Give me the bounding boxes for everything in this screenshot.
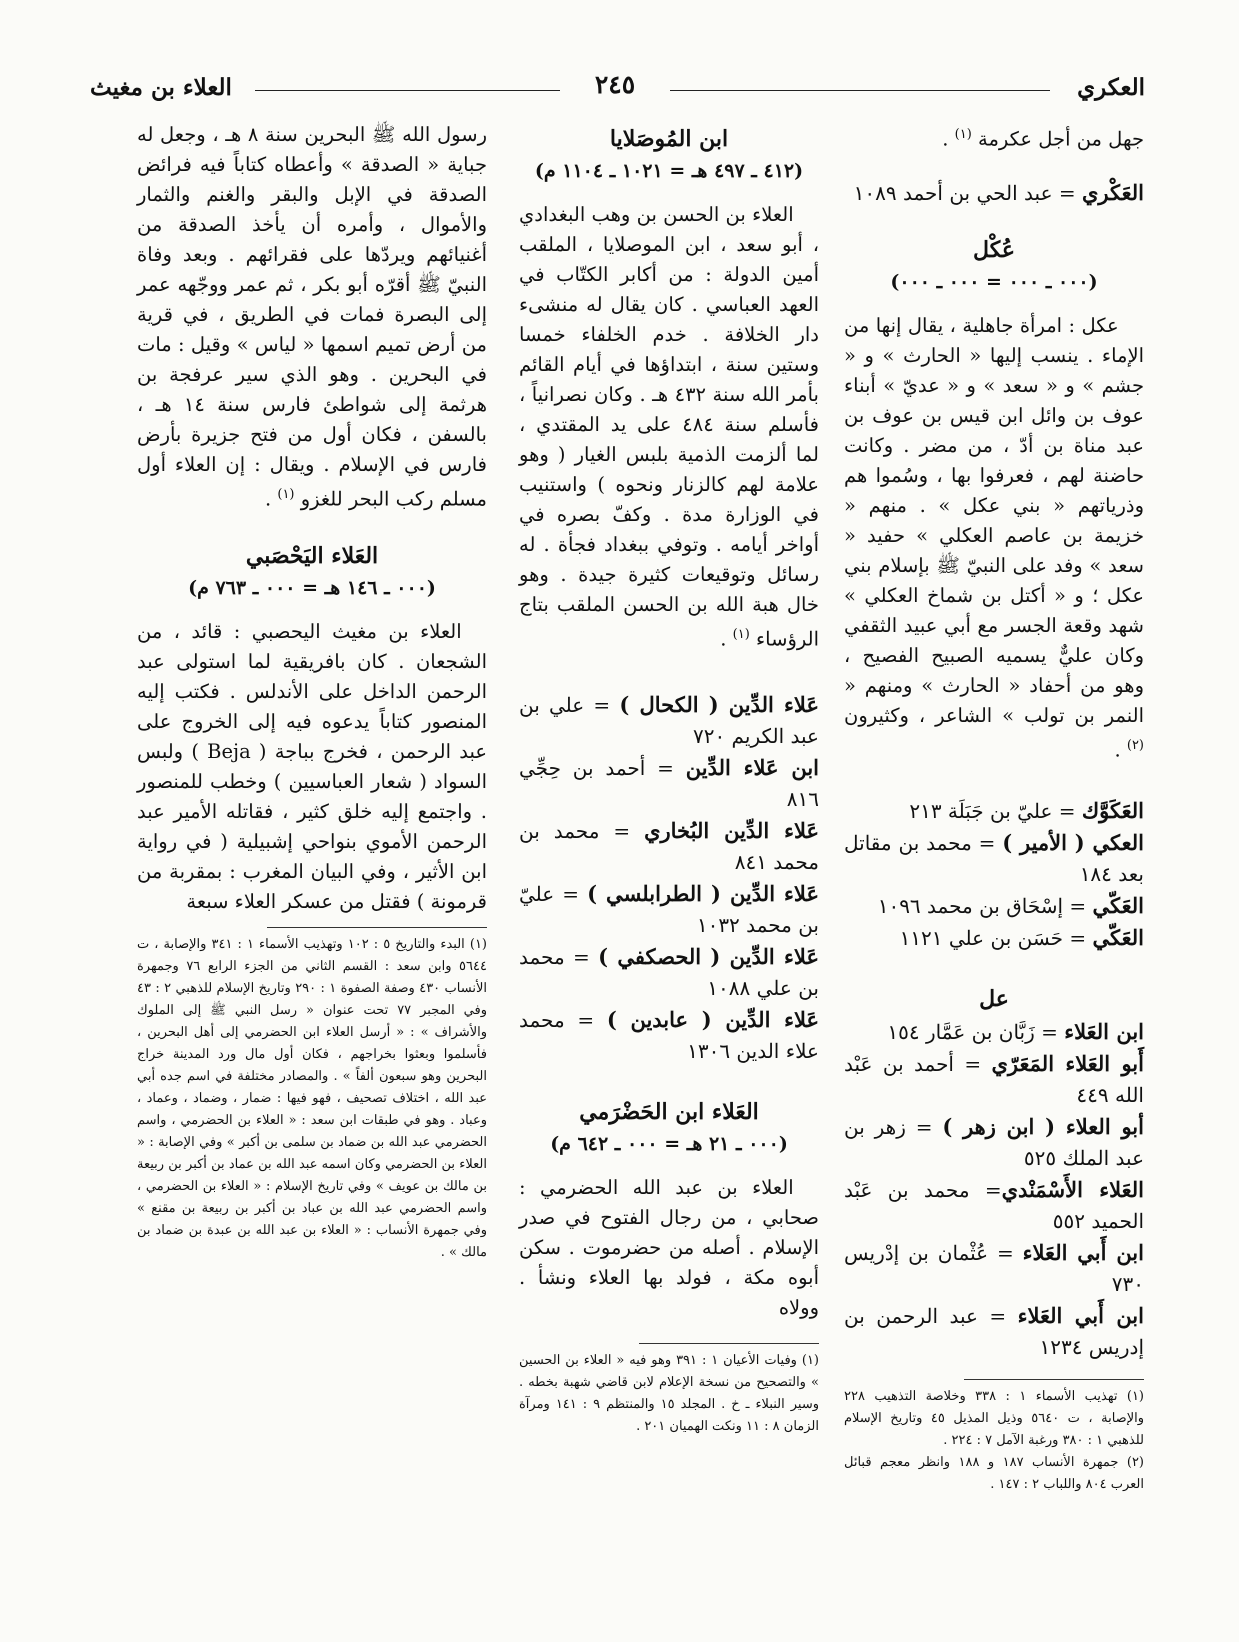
footnote: (١) وفيات الأعيان ١ : ٣٩١ وهو فيه « العلاء بن الحسين » والتصحيح من نسخة الإعلام لابن قاضي شهبة بخطه . وسير النبلاء ـ خ . المجلد ١٥ والمنتظم ٩ : ١٤١ ومرآة الزمان ٨ : ١١ ونكت الهميان ٢٠١ .	[519, 1352, 819, 1434]
continuation-text: جهل من أجل عكرمة $^{(١)}$ .	[942, 127, 1144, 151]
cross-reference: عَلاء الدِّين ( الطرابلسي ) = عليّ بن محمد ١٠٣٢	[519, 880, 819, 937]
entry-dates: (٠٠٠ ـ ٢١ هـ = ٠٠٠ ـ ٦٤٢ م)	[550, 1132, 788, 1155]
cross-reference-list	[844, 1016, 1144, 1363]
entry-body: العلاء بن مغيث اليحصبي : قائد ، من الشجعان . كان بافريقية لما استولى عبد الرحمن الداخل على الأندلس . فكتب إليه المنصور كتاباً يدعوه فيه إلى الخروج على عبد الرحمن ، فخرج بباجة ( Beja ) ولبس السواد ( شعار العباسيين ) وخطب للمنصور . واجتمع إليه خلق كثير ، فقاتله الأمير عبد الرحمن الأموي بنواحي إشبيلية ( في رواية ابن الأثير ، وفي البيان المغرب : بمقربة من قرمونة ) فقتل من عسكر العلاء سبعة	[137, 619, 487, 913]
column-left	[137, 120, 487, 1264]
column-right	[844, 120, 1144, 1496]
cross-reference: ابن أَبي العَلاء = عُثْمان بن إدْريس ٧٣٠	[844, 1240, 1144, 1296]
header-right-keyword: العكري	[1077, 74, 1145, 101]
footnote-rule	[639, 1343, 819, 1344]
header-left-keyword: العلاء بن مغيث	[90, 74, 232, 101]
column-middle	[519, 120, 819, 1438]
entry-dates: (٤١٢ ـ ٤٩٧ هـ = ١٠٢١ ـ ١١٠٤ م)	[534, 160, 804, 182]
cross-reference-list	[519, 689, 819, 1067]
continuation-text: رسول الله ﷺ البحرين سنة ٨ هـ ، وجعل له جباية « الصدقة » وأعطاه كتاباً فيه فرائض الصدقة في الإبل والبقر والغنم والثمار والأموال ، وأمره أن يأخذ الصدقة من أغنيائهم ويردّها على فقرائهم . وبعد وفاة النبيّ ﷺ أقرّه أبو بكر ، ثم عمر ووجّهه عمر إلى البصرة فمات في الطريق ، في قرية من أرض تميم اسمها « لياس » وقيل : مات في البحرين . وهو الذي سير عرفجة بن هرثمة إلى شواطئ فارس سنة ١٤ هـ ، بالسفن ، فكان أول من فتح جزيرة بأرض فارس في الإسلام . ويقال : إن العلاء أول مسلم ركب البحر للغزو $^{(١)}$ .	[137, 123, 488, 511]
footnotes	[137, 934, 487, 1264]
cross-reference: العَلاء الأَسْمَنْدي= محمد بن عَبْد الحميد ٥٥٢	[844, 1177, 1144, 1233]
entry-body: عكل : امرأة جاهلية ، يقال إنها من الإماء . ينسب إليها « الحارث » و « جشم » و « سعد » و « عديّ » أبناء عوف بن وائل ابن قيس بن عوف بن عبد مناة بن أدّ ، من مضر . وكانت حاضنة لهم ، فعرفوا بها ، وسُموا هم وذرياتهم « بني عكل » . منهم « خزيمة بن عاصم العكلي » حفيد « سعد » وفد على النبيّ ﷺ بإسلام بني عكل ؛ و « أكتل بن شماخ العكلي » شهد وقعة الجسر مع أبي عبيد الثقفي وكان عليٌّ يسميه الصبيح الفصيح ، وهو من أحفاد « الحارث » ومنهم « النمر بن تولب » الشاعر ، وكثيرون $^{(٢)}$ .	[844, 313, 1144, 761]
entry-title: ابن المُوصَلايا	[609, 126, 729, 152]
entry-title: العَلاء ابن الحَضْرَمي	[579, 1098, 759, 1125]
cross-reference: ابن العَلاء = زَبَّان بن عَمَّار ١٥٤	[887, 1019, 1144, 1044]
cross-reference: أبو العلاء ( ابن زهر ) = زهر بن عبد الملك ٥٢٥	[844, 1114, 1144, 1170]
footnote-rule	[964, 1379, 1144, 1380]
cross-reference: العَكَوَّك = عليّ بن جَبَلَة ٢١٣	[909, 798, 1144, 823]
cross-reference: العكي ( الأمير ) = محمد بن مقاتل بعد ١٨٤	[844, 830, 1144, 886]
cross-reference: العَكّي = حَسَن بن علي ١١٢١	[899, 925, 1144, 950]
entry-title: عُكْل	[973, 236, 1015, 263]
footnote: (١) البدء والتاريخ ٥ : ١٠٢ وتهذيب الأسماء ١ : ٣٤١ والإصابة ، ت ٥٦٤٤ وابن سعد : القسم الثاني من الجزء الرابع ٧٦ وجمهرة الأنساب ٤٣٠ وصفة الصفوة ١ : ٢٩٠ وتاريخ الإسلام للذهبي ٢ : ٤٣ وفي المجبر ٧٧ تحت عنوان « رسل النبي ﷺ إلى الملوك والأشراف » : « أرسل العلاء ابن الحضرمي إلى أهل البحرين ، فأسلموا وبعثوا بخراجهم ، فكان أول مال ورد المدينة خراج البحرين وهو سبعون ألفاً » . والمصادر مختلفة في اسم جده أبي عبد الله ، اختلاف تصحيف ، فهو فيها : ضمار ، وضماد ، وعماد ، وعباد . وهو في طبقات ابن سعد : « العلاء بن الحضرمي ، واسم الحضرمي عبد الله بن ضماد بن سلمى بن أكبر » وفي الإصابة : « العلاء بن الحضرمي وكان اسمه عبد الله بن عماد بن أكبر بن ربيعة بن مالك بن عويف » وفي تاريخ الإسلام : « العلاء بن الحضرمي ، واسم الحضرمي عبد الله بن عباد بن أكبر بن ربيعة بن مقنع » وفي جمهرة الأنساب : « العلاء بن عبد الله بن عبدة بن ضماد بن مالك » .	[137, 936, 488, 1260]
entry-body: العلاء بن عبد الله الحضرمي : صحابي ، من رجال الفتوح في صدر الإسلام . أصله من حضرموت . سكن أبوه مكة ، فولد بها العلاء ونشأ . وولاه	[519, 1175, 819, 1319]
section-heading: عل	[979, 986, 1009, 1012]
cross-reference: عَلاء الدِّين ( الكحال ) = علي بن عبد الكريم ٧٢٠	[519, 691, 819, 748]
footnotes	[519, 1350, 819, 1438]
cross-reference: العَكّي = إسْحَاق بن محمد ١٠٩٦	[877, 893, 1144, 918]
footnotes	[844, 1386, 1144, 1496]
cross-reference: ابن أَبي العَلاء = عبد الرحمن بن إدريس ١٢٣٤	[844, 1303, 1144, 1359]
cross-reference: عَلاء الدِّين ( الحصكفي ) = محمد بن علي ١٠٨٨	[519, 943, 819, 1000]
cross-reference: عَلاء الدِّين ( عابدين ) = محمد علاء الدين ١٣٠٦	[519, 1006, 820, 1063]
footnote: (٢) جمهرة الأنساب ١٨٧ و ١٨٨ وانظر معجم قبائل العرب ٨٠٤ واللباب ٢ : ١٤٧ .	[844, 1455, 1144, 1492]
entry-dates: (٠٠٠ ـ ١٤٦ هـ = ٠٠٠ ـ ٧٦٣ م)	[188, 576, 436, 599]
footnote: (١) تهذيب الأسماء ١ : ٣٣٨ وخلاصة التذهيب ٢٢٨ والإصابة ، ت ٥٦٤٠ وذيل المذيل ٤٥ وتاريخ الإسلام للذهبي ١ : ٣٨٠ ورغبة الآمل ٧ : ٢٢٤ .	[844, 1389, 1144, 1448]
cross-reference-list	[844, 795, 1144, 954]
footnote-rule	[267, 927, 487, 928]
cross-reference: العَكْري = عبد الحي بن أحمد ١٠٨٩	[853, 179, 1144, 205]
cross-reference: أَبو العَلاء المَعَرّي = أحمد بن عَبْد الله ٤٤٩	[844, 1051, 1144, 1107]
cross-reference: عَلاء الدِّين البُخاري = محمد بن محمد ٨٤١	[519, 817, 819, 874]
entry-title: العَلاء اليَحْصَبي	[245, 542, 379, 569]
page-number: ٢٤٥	[560, 70, 670, 99]
cross-reference: ابن عَلاء الدِّين = أحمد بن حِجِّي ٨١٦	[519, 754, 820, 811]
entry-dates: (٠٠٠ ـ ٠٠٠ = ٠٠٠ ـ ٠٠٠)	[890, 270, 1098, 293]
running-header	[90, 70, 1145, 110]
entry-body: العلاء بن الحسن بن وهب البغدادي ، أبو سعد ، ابن الموصلايا ، الملقب أمين الدولة : من أكابر الكتّاب في العهد العباسي . كان يقال له منشىء دار الخلافة . خدم الخلفاء خمسا وستين سنة ، ابتداؤها في أيام القائم بأمر الله سنة ٤٣٢ هـ . وكان نصرانياً ، فأسلم سنة ٤٨٤ على يد المقتدي ، لما ألزمت الذمية بلبس الغيار ( وهو علامة لهم كالزنار ونحوه ) واستنيب في الوزارة مدة . وكفّ بصره في أواخر أيامه . وتوفي ببغداد فجأة . له رسائل وتوقيعات كثيرة جيدة . وهو خال هبة الله بن الحسن الملقب بتاج الرؤساء $^{(١)}$ .	[519, 203, 819, 651]
